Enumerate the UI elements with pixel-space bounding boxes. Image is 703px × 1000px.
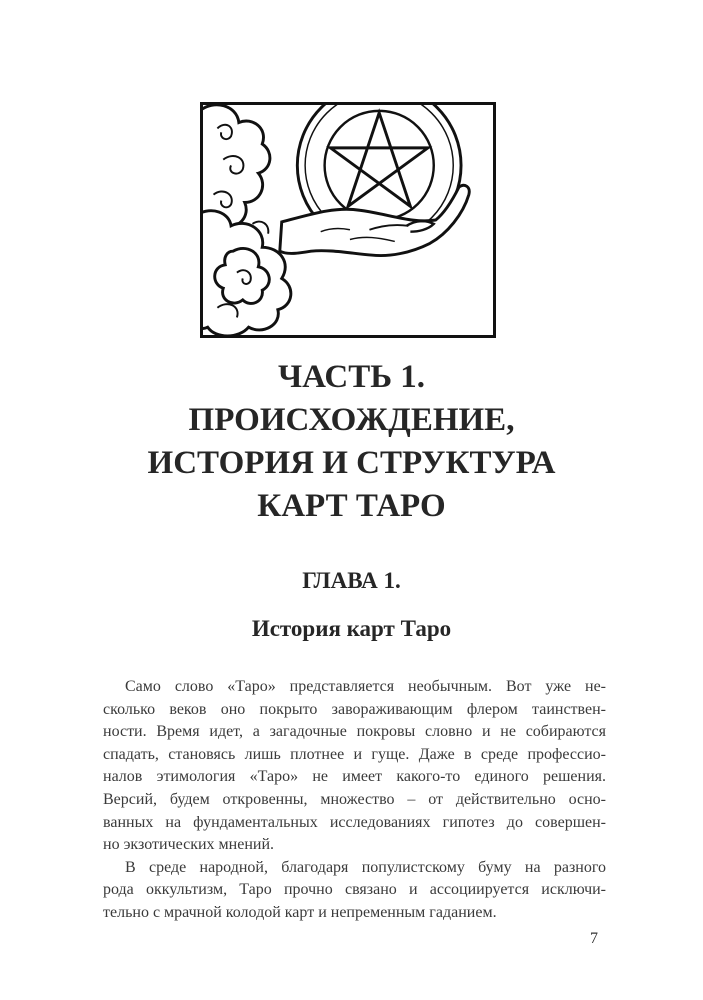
pentacle-illustration bbox=[200, 102, 496, 338]
chapter-title: История карт Таро bbox=[251, 616, 452, 641]
body-text bbox=[103, 676, 606, 925]
paragraph bbox=[103, 676, 606, 857]
chapter-number: ГЛАВА 1. bbox=[302, 568, 401, 593]
page-number: 7 bbox=[590, 930, 598, 947]
text-line: Само слово «Таро» представляется необычным. Вот уже не- bbox=[125, 678, 606, 695]
text-line: спадать, становясь лишь плотнее и гуще. Даже в среде профессио- bbox=[103, 745, 606, 763]
text-line: налов этимология «Таро» не имеет какого-то единого решения. bbox=[103, 768, 606, 786]
text-line: В среде народной, благодаря популистскому буму на разного bbox=[125, 858, 606, 876]
text-line: рода оккультизм, Таро прочно связано и ассоциируется исключи- bbox=[103, 881, 606, 899]
text-line: но экзотических мнений. bbox=[103, 836, 275, 854]
part-title-line: ИСТОРИЯ И СТРУКТУРА bbox=[147, 445, 556, 481]
part-title-line: ПРОИСХОЖДЕНИЕ, bbox=[188, 402, 515, 438]
part-title bbox=[0, 356, 703, 528]
text-line: сколько веков оно покрыто завораживающим флером таинствен- bbox=[103, 700, 606, 718]
text-line: ванных на фундаментальных исследованиях гипотез до совершен- bbox=[103, 813, 606, 831]
text-line: ности. Время идет, а загадочные покровы словно и не собираются bbox=[103, 723, 606, 741]
pentacle-icon bbox=[203, 105, 493, 335]
text-line: Версий, будем откровенны, множество – от действительно осно- bbox=[103, 790, 606, 808]
part-title-line: КАРТ ТАРО bbox=[257, 488, 446, 524]
part-title-line: ЧАСТЬ 1. bbox=[277, 359, 426, 395]
paragraph bbox=[103, 857, 606, 925]
text-line: тельно с мрачной колодой карт и непременным гаданием. bbox=[103, 903, 497, 921]
